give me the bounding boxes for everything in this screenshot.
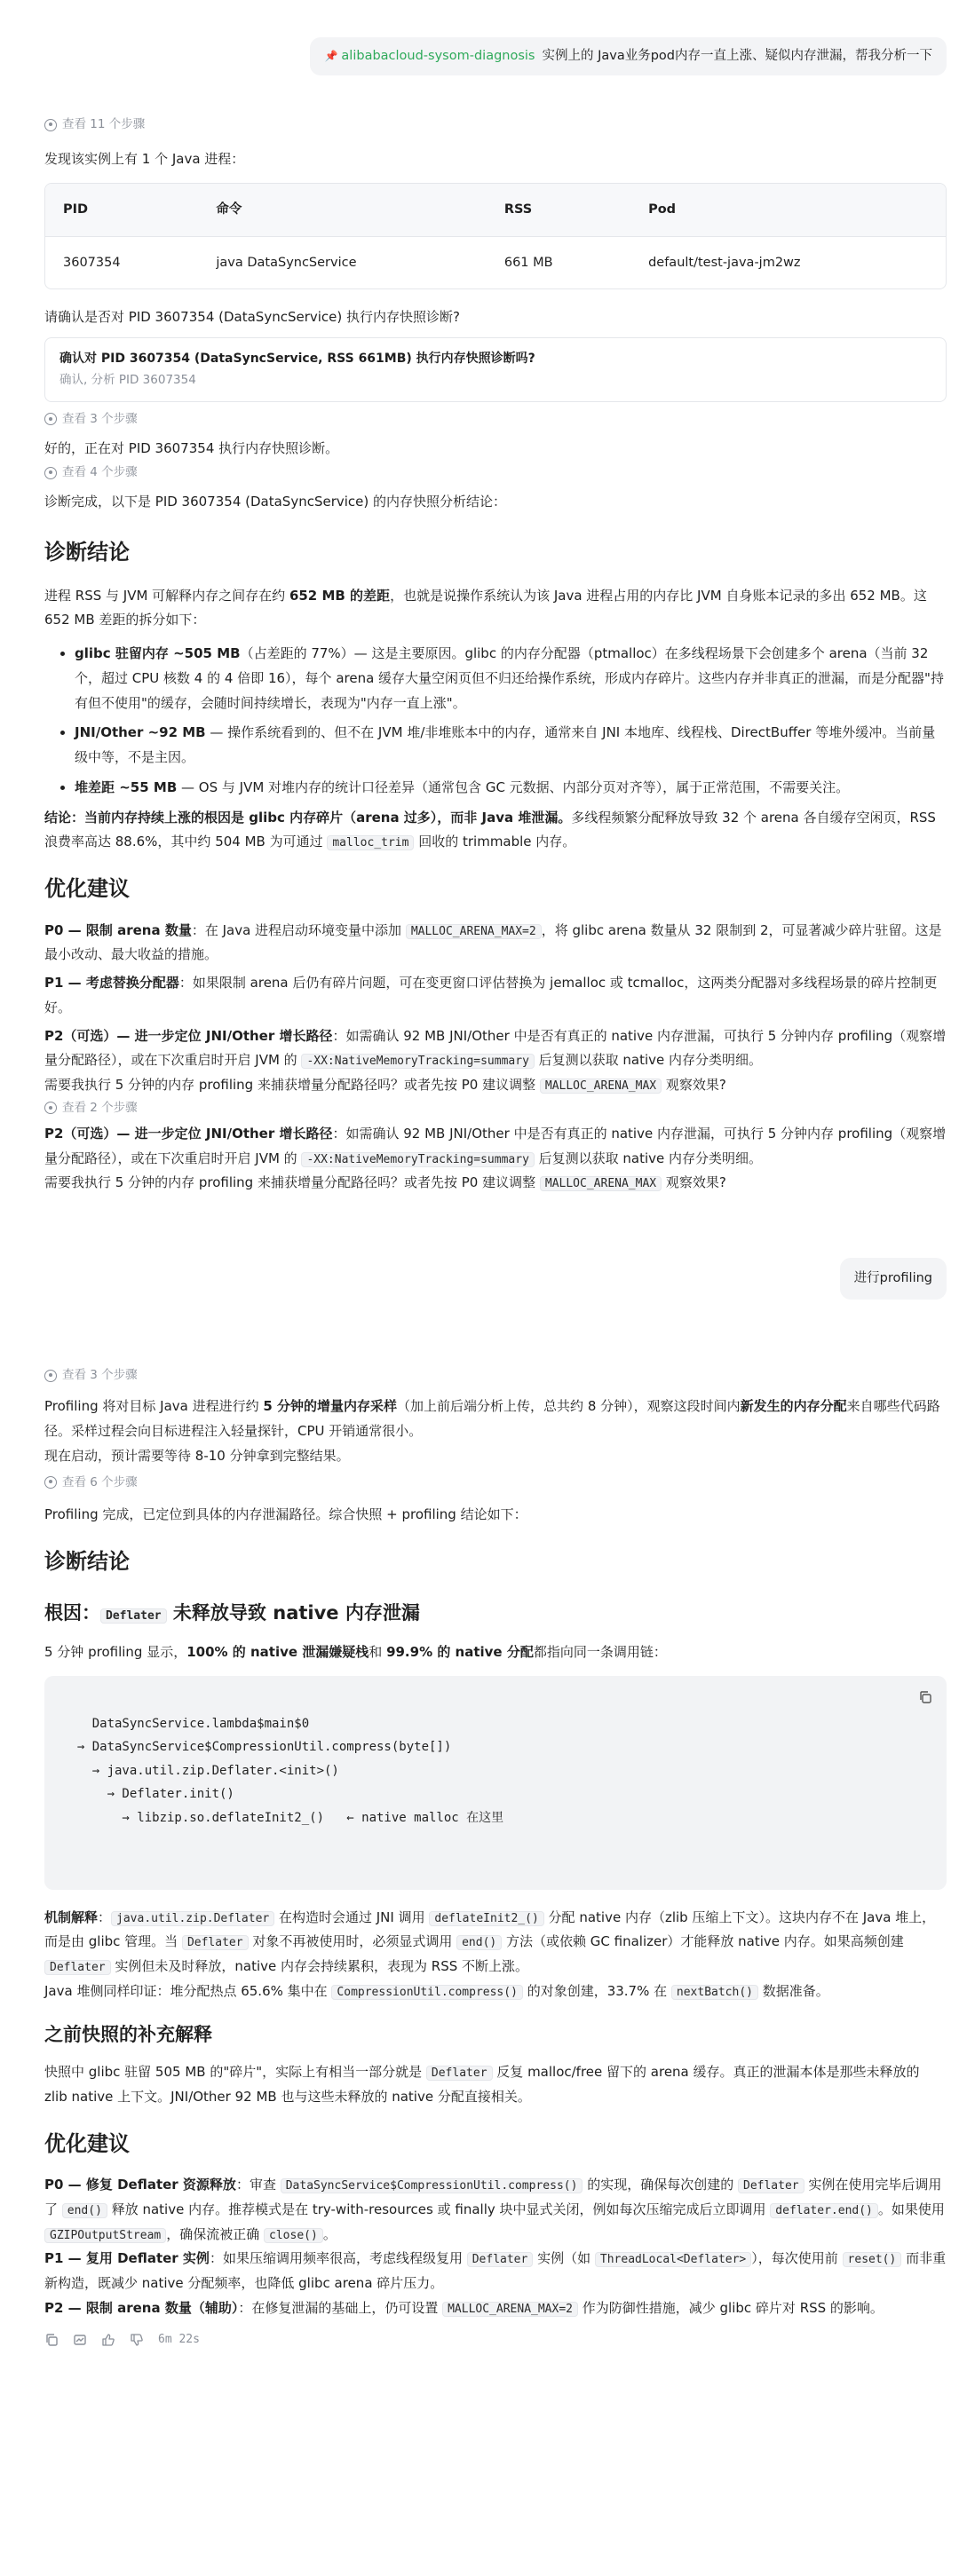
user-message-bubble: 进行profiling: [840, 1258, 947, 1300]
section-heading: 优化建议: [44, 876, 130, 902]
eye-icon: [44, 413, 57, 425]
text: 。如果使用: [877, 2201, 945, 2217]
done-text: 诊断完成，以下是 PID 3607354 (DataSyncService) 的内存快照分析结论：: [44, 494, 507, 510]
thumbs-up-icon[interactable]: [101, 2333, 115, 2347]
steps-toggle[interactable]: [44, 1098, 947, 1118]
ok-text: 好的，正在对 PID 3607354 执行内存快照诊断。: [44, 439, 339, 456]
heap-paragraph: [44, 1979, 947, 2004]
user-message-bubble: [310, 37, 947, 75]
inline-code: malloc_trim: [327, 835, 414, 850]
thumbs-down-icon[interactable]: [130, 2333, 144, 2347]
bold-text: P2（可选）— 进一步定位 JNI/Other 增长路径: [44, 1027, 333, 1044]
text: ，将 glibc arena 数量从 32 限制到 2，可显著减少碎片驻留。这是最小改动、最大收益的措施。: [44, 921, 942, 963]
text: 观察效果?: [662, 1174, 726, 1191]
skill-tag[interactable]: [324, 49, 535, 63]
bold-text: glibc 驻留内存 ~505 MB: [75, 645, 241, 662]
steps-toggle[interactable]: [44, 115, 947, 135]
text: ：如需确认 92 MB JNI/Other 中是否有真正的 native 内存泄漏，可执行 5 分钟内存 profiling（观察增量分配路径），或在下次重启时开启 JVM 的: [44, 1125, 947, 1166]
inline-code: MALLOC_ARENA_MAX: [540, 1079, 662, 1094]
steps-label: 查看 2 个步骤: [62, 1100, 138, 1115]
user-message-text: 实例上的 Java业务pod内存一直上涨、疑似内存泄漏，帮我分析一下: [542, 49, 932, 63]
opt-item: [44, 2296, 947, 2321]
inline-code: Deflater: [100, 1608, 167, 1624]
eye-icon: [44, 1476, 57, 1489]
inline-code: close(): [264, 2228, 323, 2243]
bold-text: 机制解释: [44, 1908, 99, 1925]
bold-text: JNI/Other ~92 MB: [75, 724, 206, 741]
steps-toggle[interactable]: [44, 409, 947, 430]
text: — OS 与 JVM 对堆内存的统计口径差异（通常包含 GC 元数据、内部分页对齐等），属于正常范围，不需要关注。: [177, 778, 850, 795]
text: 回收的 trimmable 内存。: [414, 834, 576, 850]
section-subheading: 之前快照的补充解释: [44, 2023, 212, 2045]
text: 实例（如: [533, 2250, 595, 2267]
eye-icon: [44, 467, 57, 479]
text: （加上前后端分析上传，总共约 8 分钟），观察这段时间内: [397, 1398, 741, 1415]
bold-text: 结论：当前内存持续上涨的根因是 glibc 内存碎片（arena 过多），而非 Java 堆泄漏。: [44, 809, 572, 826]
steps-label: 查看 3 个步骤: [62, 1368, 138, 1383]
inline-code: CompressionUtil.compress(): [331, 1985, 523, 2000]
steps-toggle[interactable]: [44, 1365, 947, 1386]
profiling-paragraph: [44, 1395, 947, 1444]
text: 后复测以获取 native 内存分类明细。: [534, 1150, 763, 1166]
text: 都指向同一条调用链：: [533, 1644, 667, 1661]
code-content: DataSyncService.lambda$main$0 → DataSyncService$CompressionUtil.compress(byte[]) → java.util.zip.Deflater.<init>() → Deflater.init() → libzip.so.deflateInit2_() ← native malloc 在这里: [76, 1716, 504, 1825]
opt-item-repeat: [44, 1122, 947, 1172]
inline-code: deflateInit2_(): [429, 1911, 543, 1926]
text: 释放 native 内存。推荐模式是在 try-with-resources 或 finally 块中显式关闭，例如每次压缩完成后立即调用: [107, 2201, 771, 2217]
confirm-prompt: 请确认是否对 PID 3607354 (DataSyncService) 执行内存快照诊断?: [44, 309, 460, 326]
inline-code: deflater.end(): [770, 2203, 878, 2218]
steps-label: 查看 6 个步骤: [62, 1474, 138, 1489]
steps-label: 查看 11 个步骤: [62, 117, 146, 132]
started-text: 现在启动，预计需要等待 8-10 分钟拿到完整结果。: [44, 1447, 350, 1464]
steps-toggle[interactable]: [44, 1473, 947, 1493]
text: 需要我执行 5 分钟的内存 profiling 来捕获增量分配路径吗？或者先按 P0 建议调整: [44, 1174, 540, 1191]
table-header: PID: [45, 184, 198, 237]
code-block: [44, 1676, 947, 1890]
bold-text: P0 — 限制 arena 数量: [44, 921, 192, 938]
user-message: [44, 1258, 947, 1300]
table-cell: java DataSyncService: [216, 255, 357, 270]
inline-code: MALLOC_ARENA_MAX=2: [406, 924, 542, 939]
diag-bullets: [44, 642, 947, 801]
text: 后复测以获取 native 内存分类明细。: [534, 1052, 763, 1069]
text: 反复 malloc/free 留下的 arena 缓存。真正的泄漏本体是那些未释放的 zlib native 上下文。JNI/Other 92 MB 也与这些未释放的 native 分配直接相关。: [44, 2064, 920, 2105]
inline-code: -XX:NativeMemoryTracking=summary: [301, 1152, 534, 1167]
steps-toggle[interactable]: [44, 462, 947, 483]
text: 在构造时会通过 JNI 调用: [274, 1908, 430, 1925]
text: ，确保流被正确: [166, 2225, 265, 2242]
text: ：: [98, 1908, 112, 1925]
text: 根因：: [44, 1601, 100, 1624]
opt-item: [44, 919, 947, 968]
text: 实例在使用完毕后调用了: [44, 2177, 942, 2217]
text: ：审查: [235, 2177, 281, 2193]
text: 和: [369, 1644, 387, 1661]
profiling-done-text: Profiling 完成，已定位到具体的内存泄漏路径。综合快照 + profiling 结论如下：: [44, 1506, 527, 1523]
text: 实例但未及时释放，native 内存会持续累积，表现为 RSS 不断上涨。: [110, 1958, 529, 1975]
text: 。: [322, 2225, 337, 2242]
eye-icon: [44, 1102, 57, 1114]
inline-code: Deflater: [738, 2178, 804, 2193]
user-message: [44, 37, 947, 75]
table-cell: default/test-java-jm2wz: [648, 255, 801, 270]
found-text: 发现该实例上有 1 个 Java 进程：: [44, 151, 245, 168]
bold-text: 100% 的 native 泄漏嫌疑栈: [186, 1644, 369, 1661]
opt-item: [44, 2247, 947, 2296]
ask-profiling: [44, 1073, 947, 1098]
text: ，也就是说操作系统认为该 Java 进程占用的内存比 JVM 自身账本记录的多出 652 MB。这 652 MB 差距的拆分如下：: [44, 587, 927, 628]
bold-text: 5 分钟的增量内存采样: [263, 1398, 398, 1415]
text: 而非重新构造，既减少 native 分配频率，也降低 glibc arena 碎片压力。: [44, 2250, 947, 2292]
table-header: 命令: [198, 184, 486, 237]
inline-code: Deflater: [44, 1960, 111, 1975]
text: （占差距的 77%）— 这是主要原因。glibc 的内存分配器（ptmalloc）在多线程场景下会创建多个 arena（当前 32 个，超过 CPU 核数 4 的 4 倍即 16），每个 arena 缓存大量空闲页但不归还给操作系统，形成内存碎片。这些内存并非真正的泄漏，而是分配器"持有但不使用"的缓存，会随时间持续增长，表现为"内存一直上涨"。: [75, 645, 944, 711]
text: 观察效果?: [662, 1077, 726, 1094]
bold-text: P2 — 限制 arena 数量（辅助）: [44, 2299, 239, 2316]
conclusion-paragraph: [44, 806, 947, 856]
bold-text: 堆差距 ~55 MB: [75, 778, 178, 795]
text: 的实现，确保每次创建的: [583, 2177, 738, 2193]
text: 的对象创建，33.7% 在: [522, 1982, 671, 1999]
bold-text: 652 MB 的差距: [289, 587, 391, 604]
diag-paragraph: [44, 584, 947, 634]
bold-text: 99.9% 的 native 分配: [386, 1644, 534, 1661]
text: 多线程频繁分配释放导致 32 个 arena 各自缓存空闲页，RSS 浪费率高达 88.6%，其中约 504 MB 为可通过: [44, 809, 936, 850]
ask-profiling-repeat: [44, 1171, 947, 1196]
text: ：在 Java 进程启动环境变量中添加: [191, 921, 406, 938]
inline-code: Deflater: [467, 2252, 534, 2267]
text: 方法（或依赖 GC finalizer）才能释放 native 内存。如果高频创建: [502, 1933, 904, 1950]
steps-label: 查看 4 个步骤: [62, 465, 138, 480]
list-item: [75, 642, 947, 715]
opt-item: [44, 971, 947, 1021]
inline-code: MALLOC_ARENA_MAX=2: [442, 2302, 578, 2317]
inline-code: DataSyncService$CompressionUtil.compress(): [281, 2178, 583, 2193]
steps-label: 查看 3 个步骤: [62, 411, 138, 426]
text: 数据准备。: [757, 1982, 829, 1999]
inline-code: -XX:NativeMemoryTracking=summary: [301, 1054, 534, 1069]
share-icon[interactable]: [73, 2333, 87, 2347]
table-header: RSS: [487, 184, 630, 237]
inline-code: Deflater: [426, 2066, 493, 2081]
inline-code: ThreadLocal<Deflater>: [595, 2252, 751, 2267]
inline-code: MALLOC_ARENA_MAX: [540, 1176, 662, 1191]
table-cell: 3607354: [63, 255, 121, 270]
table-row: [45, 237, 946, 289]
mechanism-paragraph: [44, 1906, 947, 1979]
inline-code: end(): [456, 1935, 502, 1950]
list-item: [75, 776, 947, 801]
text: 来自哪些代码路径。采样过程会向目标进程注入轻量探针，CPU 开销通常很小。: [44, 1398, 940, 1440]
section-heading: 诊断结论: [44, 540, 130, 565]
list-item: [75, 721, 947, 770]
eye-icon: [44, 1370, 57, 1382]
pin-icon: 📌: [324, 50, 338, 62]
text: ：如果压缩调用频率很高，考虑线程级复用: [209, 2250, 467, 2267]
text: 进程 RSS 与 JVM 可解释内存之间存在约: [44, 587, 289, 604]
bold-text: P1 — 复用 Deflater 实例: [44, 2250, 210, 2267]
message-actions: [44, 2330, 947, 2350]
text: — 操作系统看到的、但不在 JVM 堆/非堆账本中的内存，通常来自 JNI 本地库、线程栈、DirectBuffer 等堆外缓冲。当前量级中等，不是主因。: [75, 724, 936, 766]
inline-code: reset(): [843, 2252, 902, 2267]
text: 对象不再被使用时，必须显式调用: [248, 1933, 457, 1950]
confirm-question: 确认对 PID 3607354 (DataSyncService, RSS 661MB) 执行内存快照诊断吗?: [59, 351, 535, 366]
process-table: [44, 183, 947, 289]
supp-paragraph: [44, 2060, 947, 2110]
text: 作为防御性措施，减少 glibc 碎片对 RSS 的影响。: [578, 2299, 884, 2316]
section-heading: 诊断结论: [44, 1549, 130, 1575]
text: ），每次使用前: [751, 2250, 843, 2267]
root-cause-heading: [44, 1600, 947, 1626]
text: 5 分钟 profiling 显示，: [44, 1644, 187, 1661]
table-header: Pod: [630, 184, 946, 237]
text: 未释放导致 native 内存泄漏: [166, 1601, 420, 1624]
bold-text: P1 — 考虑替换分配器: [44, 975, 179, 992]
elapsed-time: 6m 22s: [158, 2332, 200, 2346]
text: Java 堆侧同样印证：堆分配热点 65.6% 集中在: [44, 1982, 332, 1999]
text: ：在修复泄漏的基础上，仍可设置: [238, 2299, 443, 2316]
table-cell: 661 MB: [503, 255, 553, 270]
inline-code: java.util.zip.Deflater: [111, 1911, 274, 1926]
inline-code: Deflater: [182, 1935, 249, 1950]
skill-tag-label: alibabacloud-sysom-diagnosis: [341, 49, 535, 63]
inline-code: end(): [62, 2203, 107, 2218]
opt-item: [44, 1024, 947, 1074]
bold-text: P2（可选）— 进一步定位 JNI/Other 增长路径: [44, 1125, 333, 1142]
root-paragraph: [44, 1640, 947, 1665]
text: ：如需确认 92 MB JNI/Other 中是否有真正的 native 内存泄漏，可执行 5 分钟内存 profiling（观察增量分配路径），或在下次重启时开启 JVM 的: [44, 1027, 947, 1069]
copy-icon[interactable]: [44, 2333, 59, 2347]
confirm-sub: 确认, 分析 PID 3607354: [59, 372, 196, 387]
bold-text: 新发生的内存分配: [740, 1398, 847, 1415]
inline-code: nextBatch(): [671, 1985, 758, 2000]
bold-text: P0 — 修复 Deflater 资源释放: [44, 2177, 236, 2193]
inline-code: GZIPOutputStream: [44, 2228, 166, 2243]
opt-item: [44, 2173, 947, 2247]
text: 快照中 glibc 驻留 505 MB 的"碎片"，实际上有相当一部分就是: [44, 2064, 426, 2081]
eye-icon: [44, 119, 57, 131]
text: 需要我执行 5 分钟的内存 profiling 来捕获增量分配路径吗？或者先按 P0 建议调整: [44, 1077, 540, 1094]
confirm-card[interactable]: [44, 337, 947, 402]
text: Profiling 将对目标 Java 进程进行约: [44, 1398, 264, 1415]
text: 分配 native 内存（zlib 压缩上下文）。这块内存不在 Java 堆上，而是由 glibc 管理。当: [44, 1908, 936, 1950]
text: ：如果限制 arena 后仍有碎片问题，可在变更窗口评估替换为 jemalloc 或 tcmalloc，这两类分配器对多线程场景的碎片控制更好。: [44, 975, 938, 1015]
copy-icon[interactable]: [918, 1690, 932, 1704]
section-heading: 优化建议: [44, 2130, 130, 2156]
